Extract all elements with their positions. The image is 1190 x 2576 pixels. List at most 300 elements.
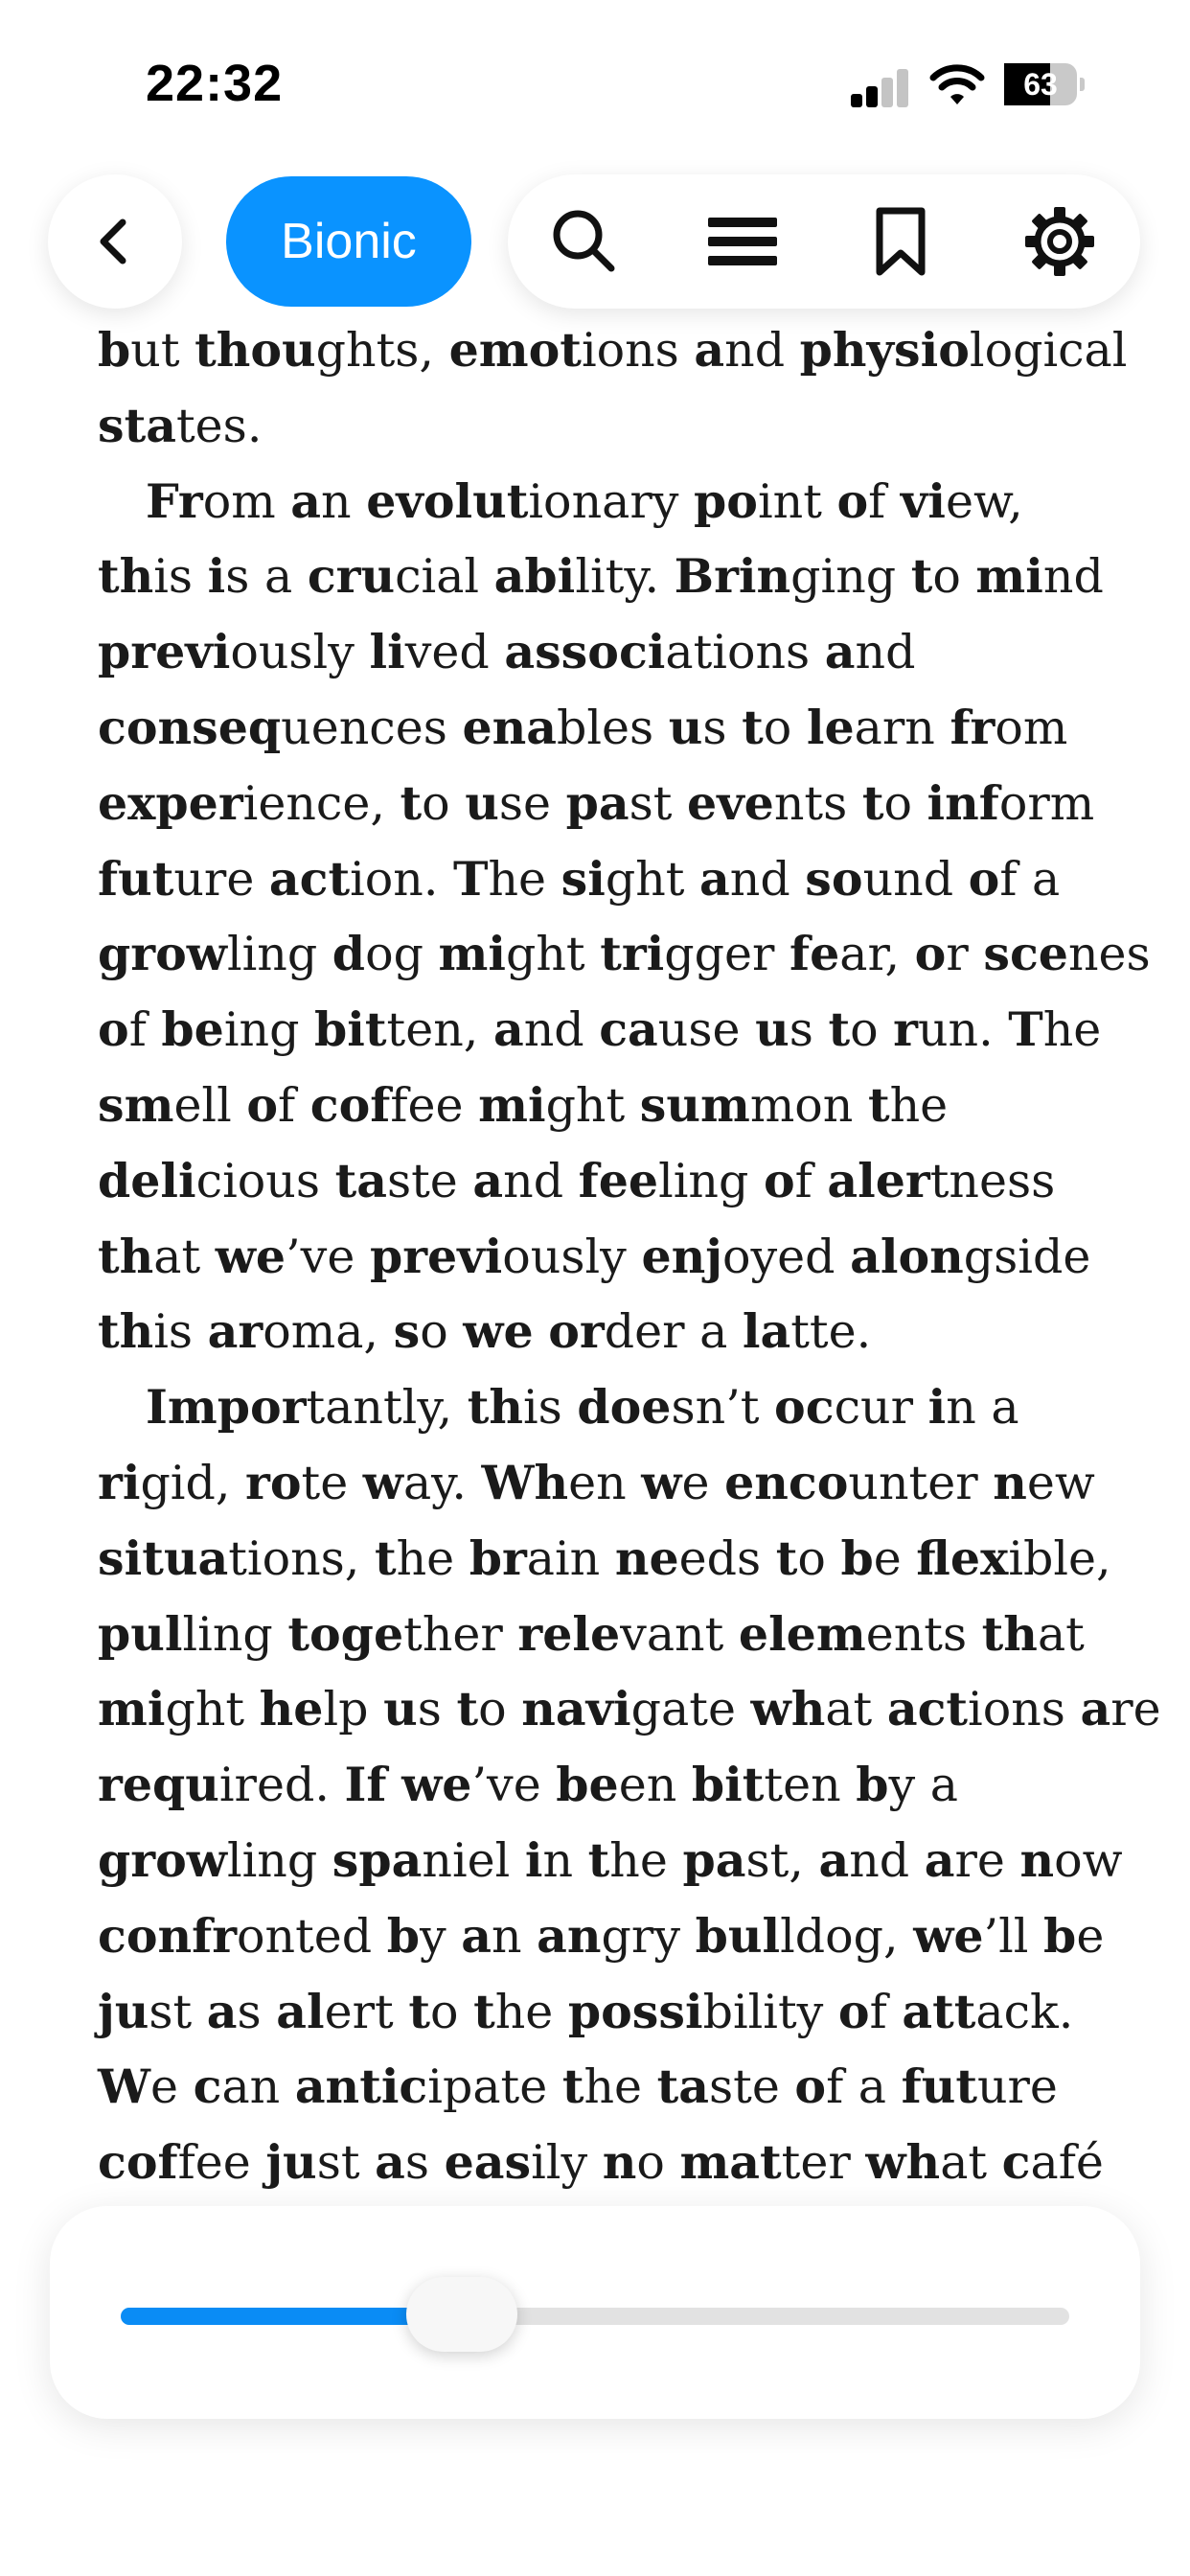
text-run: ow <box>1054 1832 1123 1888</box>
text-run: en <box>618 1758 692 1813</box>
bold-fixation: a <box>206 1983 238 2039</box>
text-run: unter <box>848 1455 994 1510</box>
text-run: fee <box>177 2135 266 2191</box>
text-run: eds <box>678 1530 776 1586</box>
text-line <box>98 1597 1113 1672</box>
text-run: om <box>995 700 1068 755</box>
text-run: nd <box>724 323 800 378</box>
text-run: tes. <box>175 398 263 453</box>
text-run: s <box>404 2135 445 2191</box>
text-run: f <box>128 1002 162 1058</box>
text-line <box>98 1143 1113 1219</box>
bold-fixation: enco <box>724 1454 849 1510</box>
text-run: fee <box>390 1077 479 1133</box>
bold-fixation: ar <box>207 1303 263 1360</box>
bold-fixation: c <box>193 2058 222 2115</box>
bold-fixation: wh <box>750 1681 826 1737</box>
bold-fixation: a <box>694 322 725 378</box>
bold-fixation: situa <box>98 1530 229 1586</box>
text-line <box>98 841 1113 917</box>
text-run <box>534 1304 549 1359</box>
bold-fixation: fee <box>578 1152 659 1208</box>
text-run: nes <box>1067 927 1151 982</box>
progress-track[interactable] <box>121 2308 1069 2325</box>
text-run: afé <box>1030 2135 1104 2191</box>
bold-fixation: b <box>386 1907 421 1964</box>
text-run: is <box>153 1304 208 1360</box>
bold-fixation: spa <box>332 1831 423 1888</box>
text-run: gger <box>664 927 790 982</box>
bold-fixation: fe <box>790 926 840 982</box>
bold-fixation: o <box>968 850 1000 907</box>
text-run: nd <box>729 851 806 907</box>
text-run: ling <box>226 1832 332 1888</box>
bold-fixation: t <box>861 774 884 831</box>
bold-fixation: eve <box>687 774 774 831</box>
bold-fixation: evolut <box>366 472 529 529</box>
text-run: re <box>1110 1682 1161 1737</box>
text-line <box>98 2125 1113 2200</box>
bold-fixation: sm <box>98 1076 174 1133</box>
bold-fixation: t <box>587 1831 610 1888</box>
text-run: cur <box>834 1380 928 1436</box>
text-run: ling <box>226 927 332 982</box>
text-run: ions <box>968 1682 1081 1737</box>
search-button[interactable] <box>546 203 623 280</box>
bold-fixation: n <box>602 2134 637 2191</box>
bold-fixation: T <box>453 850 489 907</box>
menu-button[interactable] <box>704 203 781 280</box>
text-run: nd <box>849 1832 925 1888</box>
text-run: e <box>681 1455 725 1510</box>
text-run: vant <box>620 1606 739 1662</box>
text-run: ired. <box>218 1758 345 1813</box>
bold-fixation: mi <box>975 548 1043 605</box>
text-run: niel <box>422 1832 525 1888</box>
text-line <box>98 1521 1113 1597</box>
text-run: mon <box>749 1077 868 1133</box>
bold-fixation: be <box>161 1001 224 1058</box>
text-run: ’ll <box>983 1908 1044 1964</box>
bold-fixation: a <box>290 472 322 529</box>
bold-fixation: exper <box>98 774 243 831</box>
bold-fixation: oc <box>774 1379 835 1436</box>
bold-fixation: T <box>1008 1001 1043 1058</box>
bold-fixation: pa <box>682 1831 746 1888</box>
text-line <box>98 1671 1161 1747</box>
bold-fixation: o <box>837 1983 870 2039</box>
bold-fixation: mi <box>478 1076 546 1133</box>
bold-fixation: a <box>375 2134 405 2191</box>
text-run: orm <box>998 775 1095 831</box>
text-run: ure <box>173 851 269 907</box>
text-run: o <box>636 2135 680 2191</box>
reader-toolbar <box>0 172 1190 316</box>
bold-fixation: he <box>259 1681 324 1737</box>
battery-icon <box>1004 63 1083 105</box>
bold-fixation: po <box>694 472 758 529</box>
bold-fixation: be <box>556 1757 619 1813</box>
text-run: s <box>702 700 743 755</box>
bold-fixation: physio <box>799 322 970 378</box>
text-run: e <box>873 1530 917 1586</box>
bold-fixation: la <box>742 1303 791 1360</box>
text-run: ght <box>165 1682 260 1737</box>
text-run: ther <box>403 1606 518 1662</box>
bold-fixation: so <box>805 850 863 907</box>
text-run: nd <box>1042 549 1104 605</box>
bold-fixation: i <box>207 548 226 605</box>
bold-fixation: fr <box>950 699 995 755</box>
bold-fixation: th <box>467 1379 523 1436</box>
bold-fixation: t <box>775 1530 798 1586</box>
bold-fixation: b <box>98 322 131 378</box>
bold-fixation: t <box>828 1001 851 1058</box>
bionic-mode-button[interactable]: Bionic <box>226 176 471 307</box>
text-run: ew <box>1026 1455 1095 1510</box>
text-run: tness <box>929 1153 1056 1208</box>
text-run: o <box>797 1530 841 1586</box>
text-run: og <box>365 927 439 982</box>
bold-fixation: t <box>408 1983 430 2039</box>
gear-icon <box>1021 203 1098 280</box>
text-run: ’ve <box>471 1758 557 1813</box>
text-line <box>98 690 1113 766</box>
bold-fixation: ri <box>98 1454 141 1510</box>
bold-fixation: flex <box>916 1530 1009 1586</box>
text-run: at <box>825 1682 887 1737</box>
text-run: int <box>757 473 837 529</box>
text-line <box>98 916 1151 992</box>
bold-fixation: elem <box>738 1605 866 1662</box>
bold-fixation: b <box>840 1530 874 1586</box>
text-run: gate <box>630 1682 751 1737</box>
bold-fixation: we <box>913 1907 984 1964</box>
bold-fixation: confr <box>98 1907 238 1964</box>
text-run: ghts, <box>315 323 449 378</box>
text-run: o <box>420 1304 464 1360</box>
text-run: logical <box>969 323 1128 378</box>
bold-fixation: vi <box>900 472 946 529</box>
text-run: o <box>850 1002 894 1058</box>
text-run: ents <box>865 1606 982 1662</box>
text-run: he <box>396 1530 469 1586</box>
text-run: st <box>149 1984 207 2039</box>
text-run: onted <box>237 1908 387 1964</box>
text-run: tantly, <box>306 1380 468 1436</box>
text-run: ion. <box>350 851 454 907</box>
text-run: lp <box>323 1682 384 1737</box>
text-run: ging <box>790 549 911 605</box>
text-run: n a <box>946 1380 1019 1436</box>
bold-fixation: alon <box>850 1228 964 1284</box>
text-run: o <box>763 700 807 755</box>
text-line <box>98 766 1113 841</box>
text-run: ght <box>505 927 601 982</box>
text-run: at <box>153 1229 216 1284</box>
text-run: ure <box>976 2059 1058 2115</box>
bold-fixation: u <box>755 1001 790 1058</box>
bold-fixation: ro <box>245 1454 302 1510</box>
bold-fixation: i <box>524 1831 543 1888</box>
bold-fixation: ca <box>599 1001 658 1058</box>
bold-fixation: a <box>699 850 730 907</box>
settings-button[interactable] <box>1021 203 1098 280</box>
text-line <box>98 1294 1113 1369</box>
progress-panel <box>50 2206 1140 2419</box>
bold-fixation: act <box>268 850 351 907</box>
bold-fixation: we <box>463 1303 534 1360</box>
text-run: ionary <box>528 473 695 529</box>
text-line <box>98 312 1128 388</box>
text-run: und <box>862 851 969 907</box>
bold-fixation: pul <box>98 1605 183 1662</box>
text-run: lity. <box>575 549 675 605</box>
bold-fixation: we <box>215 1228 286 1284</box>
text-run: ell <box>173 1077 247 1133</box>
bold-fixation: ta <box>334 1152 387 1208</box>
bold-fixation: u <box>383 1681 418 1737</box>
text-line <box>98 1898 1113 1974</box>
bold-fixation: a <box>461 1907 492 1964</box>
text-run: ible, <box>1008 1530 1111 1586</box>
text-run: st <box>316 2135 376 2191</box>
bold-fixation: act <box>886 1681 969 1737</box>
text-run: ldog, <box>780 1908 914 1964</box>
text-run: ert <box>324 1984 409 2039</box>
bold-fixation: we <box>401 1757 472 1813</box>
bold-fixation: a <box>924 1831 955 1888</box>
bold-fixation: requ <box>98 1757 219 1813</box>
bold-fixation: t <box>400 774 423 831</box>
bold-fixation: mi <box>438 926 506 982</box>
bold-fixation: Fr <box>146 472 203 529</box>
text-run: ten <box>764 1758 857 1813</box>
text-run: nd <box>523 1002 600 1058</box>
bold-fixation: t <box>456 1681 479 1737</box>
text-run: nd <box>855 625 916 680</box>
bold-fixation: doe <box>577 1379 672 1436</box>
bold-fixation: u <box>465 774 499 831</box>
text-line <box>98 992 1113 1068</box>
text-line <box>98 1445 1113 1521</box>
text-line <box>98 539 1113 614</box>
bold-fixation: t <box>561 2058 584 2115</box>
text-run: gside <box>963 1229 1091 1284</box>
bold-fixation: o <box>98 1001 129 1058</box>
bold-fixation: w <box>362 1454 403 1510</box>
bookmark-button[interactable] <box>862 203 939 280</box>
text-run: oyed <box>721 1229 851 1284</box>
text-run: ain <box>526 1530 615 1586</box>
text-run: ved <box>404 625 505 680</box>
bold-fixation: mat <box>679 2134 782 2191</box>
text-run: f <box>278 1077 310 1133</box>
text-run: arn <box>854 700 950 755</box>
text-run: o <box>883 775 927 831</box>
text-line <box>98 1823 1123 1898</box>
bold-fixation: toge <box>287 1605 404 1662</box>
bold-fixation: ena <box>462 699 558 755</box>
text-line <box>98 1219 1113 1295</box>
text-run: uences <box>281 700 463 755</box>
text-run: ar, <box>839 927 915 982</box>
text-run: ously <box>502 1229 642 1284</box>
text-run: ack. <box>975 1984 1074 2039</box>
bold-fixation: a <box>1080 1681 1111 1737</box>
bold-fixation: fut <box>901 2058 977 2115</box>
bold-fixation: th <box>98 1303 154 1360</box>
text-run: he <box>889 1077 949 1133</box>
bold-fixation: ne <box>614 1530 679 1586</box>
bold-fixation: o <box>914 926 947 982</box>
text-run: ience, <box>242 775 400 831</box>
cellular-signal-icon <box>851 67 910 107</box>
text-run: ste <box>386 1153 473 1208</box>
text-run: use <box>657 1002 756 1058</box>
bold-fixation: wh <box>865 2134 941 2191</box>
bold-fixation: If <box>344 1757 387 1813</box>
reading-text <box>98 312 1161 2191</box>
bold-fixation: n <box>1019 1831 1055 1888</box>
search-icon <box>546 203 623 280</box>
bookmark-icon <box>862 203 939 280</box>
bold-fixation: previ <box>369 1228 503 1284</box>
bold-fixation: t <box>867 1076 890 1133</box>
text-run: ipate <box>427 2059 562 2115</box>
text-run: s <box>237 1984 277 2039</box>
bold-fixation: thou <box>195 322 316 378</box>
bold-fixation: aler <box>827 1152 930 1208</box>
text-run: ously <box>230 625 370 680</box>
text-run: at <box>1037 1606 1085 1662</box>
text-run: ily <box>531 2135 603 2191</box>
text-run <box>387 1758 402 1812</box>
bold-fixation: enj <box>641 1228 722 1284</box>
progress-slider-thumb[interactable] <box>406 2277 517 2352</box>
bold-fixation: w <box>641 1454 682 1510</box>
text-run: ations <box>665 625 825 680</box>
text-line <box>98 388 1113 464</box>
bold-fixation: cof <box>309 1076 391 1133</box>
text-line <box>98 1974 1113 2050</box>
text-run: he <box>609 1832 683 1888</box>
bold-fixation: i <box>927 1379 947 1436</box>
bold-fixation: or <box>548 1303 605 1360</box>
text-run: n <box>542 1832 588 1888</box>
bold-fixation: deli <box>98 1152 196 1208</box>
bold-fixation: a <box>472 1152 504 1208</box>
bold-fixation: th <box>98 548 154 605</box>
bold-fixation: bit <box>691 1757 765 1813</box>
wifi-icon <box>929 61 985 107</box>
text-run: nts <box>773 775 862 831</box>
text-line <box>98 1747 1113 1823</box>
text-run: n <box>321 473 367 529</box>
bold-fixation: an <box>537 1907 602 1964</box>
text-run: he <box>584 2059 657 2115</box>
text-run: s <box>417 1682 457 1737</box>
text-run: ions <box>581 323 695 378</box>
text-run: oma, <box>263 1304 394 1360</box>
bold-fixation: tri <box>600 926 665 982</box>
text-run: n <box>492 1908 538 1964</box>
text-run: un. <box>918 1002 1009 1058</box>
text-run: o <box>422 775 466 831</box>
back-button[interactable] <box>48 174 182 309</box>
text-run: o <box>478 1682 522 1737</box>
text-run: is <box>522 1380 578 1436</box>
text-run: st <box>629 775 688 831</box>
bold-fixation: le <box>806 699 855 755</box>
bold-fixation: t <box>910 548 933 605</box>
text-run: o <box>932 549 976 605</box>
bold-fixation: s <box>393 1303 421 1360</box>
text-run: der a <box>604 1304 743 1360</box>
bold-fixation: navi <box>521 1681 631 1737</box>
bold-fixation: b <box>1043 1907 1077 1964</box>
bold-fixation: th <box>98 1228 154 1284</box>
bold-fixation: o <box>246 1076 279 1133</box>
bold-fixation: al <box>276 1983 325 2039</box>
bold-fixation: a <box>492 1001 524 1058</box>
text-run: gid, <box>140 1455 245 1510</box>
bold-fixation: n <box>993 1454 1027 1510</box>
bold-fixation: c <box>1001 2134 1031 2191</box>
menu-icon <box>704 203 781 280</box>
status-bar <box>0 0 1190 172</box>
bold-fixation: Brin <box>674 548 791 605</box>
toolbar-actions <box>508 174 1140 309</box>
bold-fixation: possi <box>567 1983 703 2039</box>
text-run: ter <box>781 2135 866 2191</box>
bold-fixation: antic <box>294 2058 428 2115</box>
bold-fixation: r <box>893 1001 918 1058</box>
bold-fixation: W <box>98 2058 151 2115</box>
text-line <box>98 1068 1113 1143</box>
bold-fixation: th <box>981 1605 1038 1662</box>
bold-fixation: sta <box>98 397 176 453</box>
bold-fixation: a <box>824 624 856 680</box>
text-run: te <box>301 1455 363 1510</box>
text-run: an <box>221 2059 295 2115</box>
text-run: bility <box>702 1984 838 2039</box>
bold-fixation: inf <box>927 774 999 831</box>
text-run: ste <box>708 2059 795 2115</box>
bold-fixation: abi <box>493 548 576 605</box>
text-run: f <box>868 473 901 529</box>
text-run: sn’t <box>671 1380 775 1436</box>
status-time: 22:32 <box>146 55 284 112</box>
text-run: is <box>153 549 208 605</box>
bold-fixation: ju <box>265 2134 317 2191</box>
bold-fixation: o <box>794 2058 827 2115</box>
text-run: o <box>429 1984 474 2039</box>
text-run: ling <box>182 1606 288 1662</box>
bold-fixation: att <box>902 1983 976 2039</box>
text-line <box>98 1369 1113 1445</box>
text-run: he <box>1042 1002 1102 1058</box>
text-line <box>98 464 1113 540</box>
text-run: ’ve <box>286 1229 370 1284</box>
text-run: y <box>420 1908 462 1964</box>
bold-fixation: bul <box>695 1907 781 1964</box>
text-run: tions, <box>228 1530 375 1586</box>
bold-fixation: ta <box>656 2058 709 2115</box>
text-run: ut <box>130 323 195 378</box>
text-run: ght <box>545 1077 640 1133</box>
bold-fixation: Wh <box>481 1454 569 1510</box>
